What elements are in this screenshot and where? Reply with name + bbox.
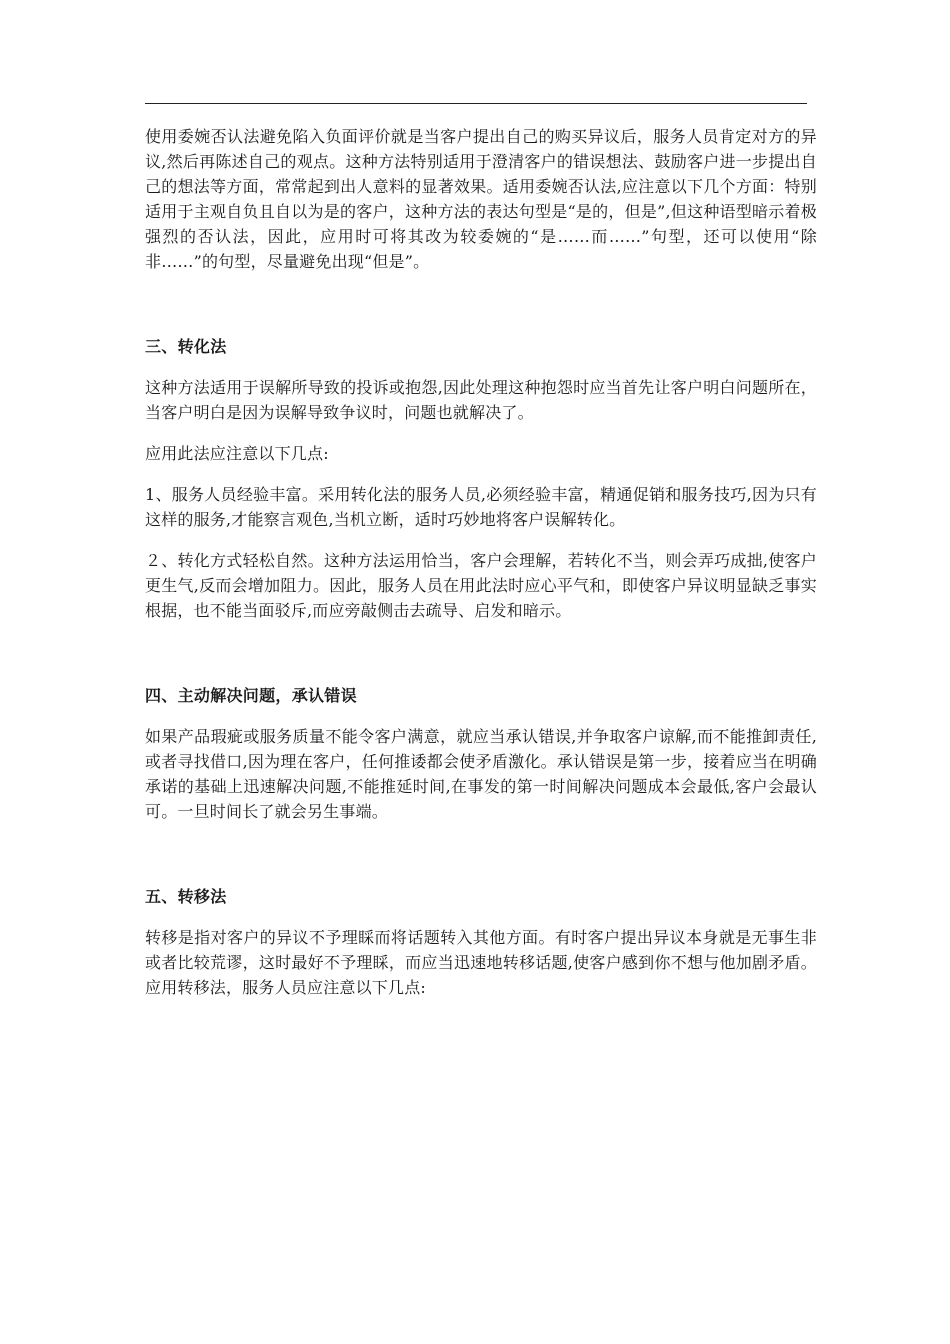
paragraph: 1、服务人员经验丰富。采用转化法的服务人员,必须经验丰富，精通促销和服务技巧,因为只有这样的服务,才能察言观色,当机立断，适时巧妙地将客户误解转化。 [145,485,817,529]
section-gap [145,274,817,334]
section-heading: 五、转移法 [145,887,227,906]
section-gap [145,623,817,683]
section-gap [145,824,817,884]
paragraph: 如果产品瑕疵或服务质量不能令客户满意，就应当承认错误,并争取客户谅解,而不能推卸责任,或者寻找借口,因为理在客户，任何推诿都会使矛盾激化。承认错误是第一步，接着应当在明确承诺的基础上迅速解决问题,不能推延时间,在事发的第一时间解决问题成本会最低,客户会最认可。一旦时间长了就会另生事端。 [145,727,817,821]
section-admit-mistakes [145,683,817,824]
header-rule [145,103,807,104]
section-heading: 三、转化法 [145,337,227,356]
intro-paragraph: 使用委婉否认法避免陷入负面评价就是当客户提出自己的购买异议后，服务人员肯定对方的异议,然后再陈述自己的观点。这种方法特别适用于澄清客户的错误想法、鼓励客户进一步提出自己的想法等方面，常常起到出人意料的显著效果。适用委婉否认法,应注意以下几个方面：特别适用于主观自负且自以为是的客户，这种方法的表达句型是“是的，但是”,但这种语型暗示着极强烈的否认法，因此，应用时可将其改为较委婉的“是……而……”句型，还可以使用“除非……”的句型，尽量避免出现“但是”。 [145,127,817,271]
document-body [145,124,817,1000]
paragraph: 转移是指对客户的异议不予理睬而将话题转入其他方面。有时客户提出异议本身就是无事生非或者比较荒谬，这时最好不予理睬，而应当迅速地转移话题,使客户感到你不想与他加剧矛盾。应用转移法，服务人员应注意以下几点: [145,928,817,997]
section-heading: 四、主动解决问题，承认错误 [145,686,357,705]
paragraph: ２、转化方式轻松自然。这种方法运用恰当，客户会理解，若转化不当，则会弄巧成拙,使客户更生气,反而会增加阻力。因此，服务人员在用此法时应心平气和，即使客户异议明显缺乏事实根据，也不能当面驳斥,而应旁敲侧击去疏导、启发和暗示。 [145,551,817,620]
section-transfer-method [145,884,817,1000]
paragraph: 应用此法应注意以下几点: [145,444,329,463]
paragraph: 这种方法适用于误解所导致的投诉或抱怨,因此处理这种抱怨时应当首先让客户明白问题所在，当客户明白是因为误解导致争议时，问题也就解决了。 [145,378,817,422]
section-conversion-method [145,334,817,623]
